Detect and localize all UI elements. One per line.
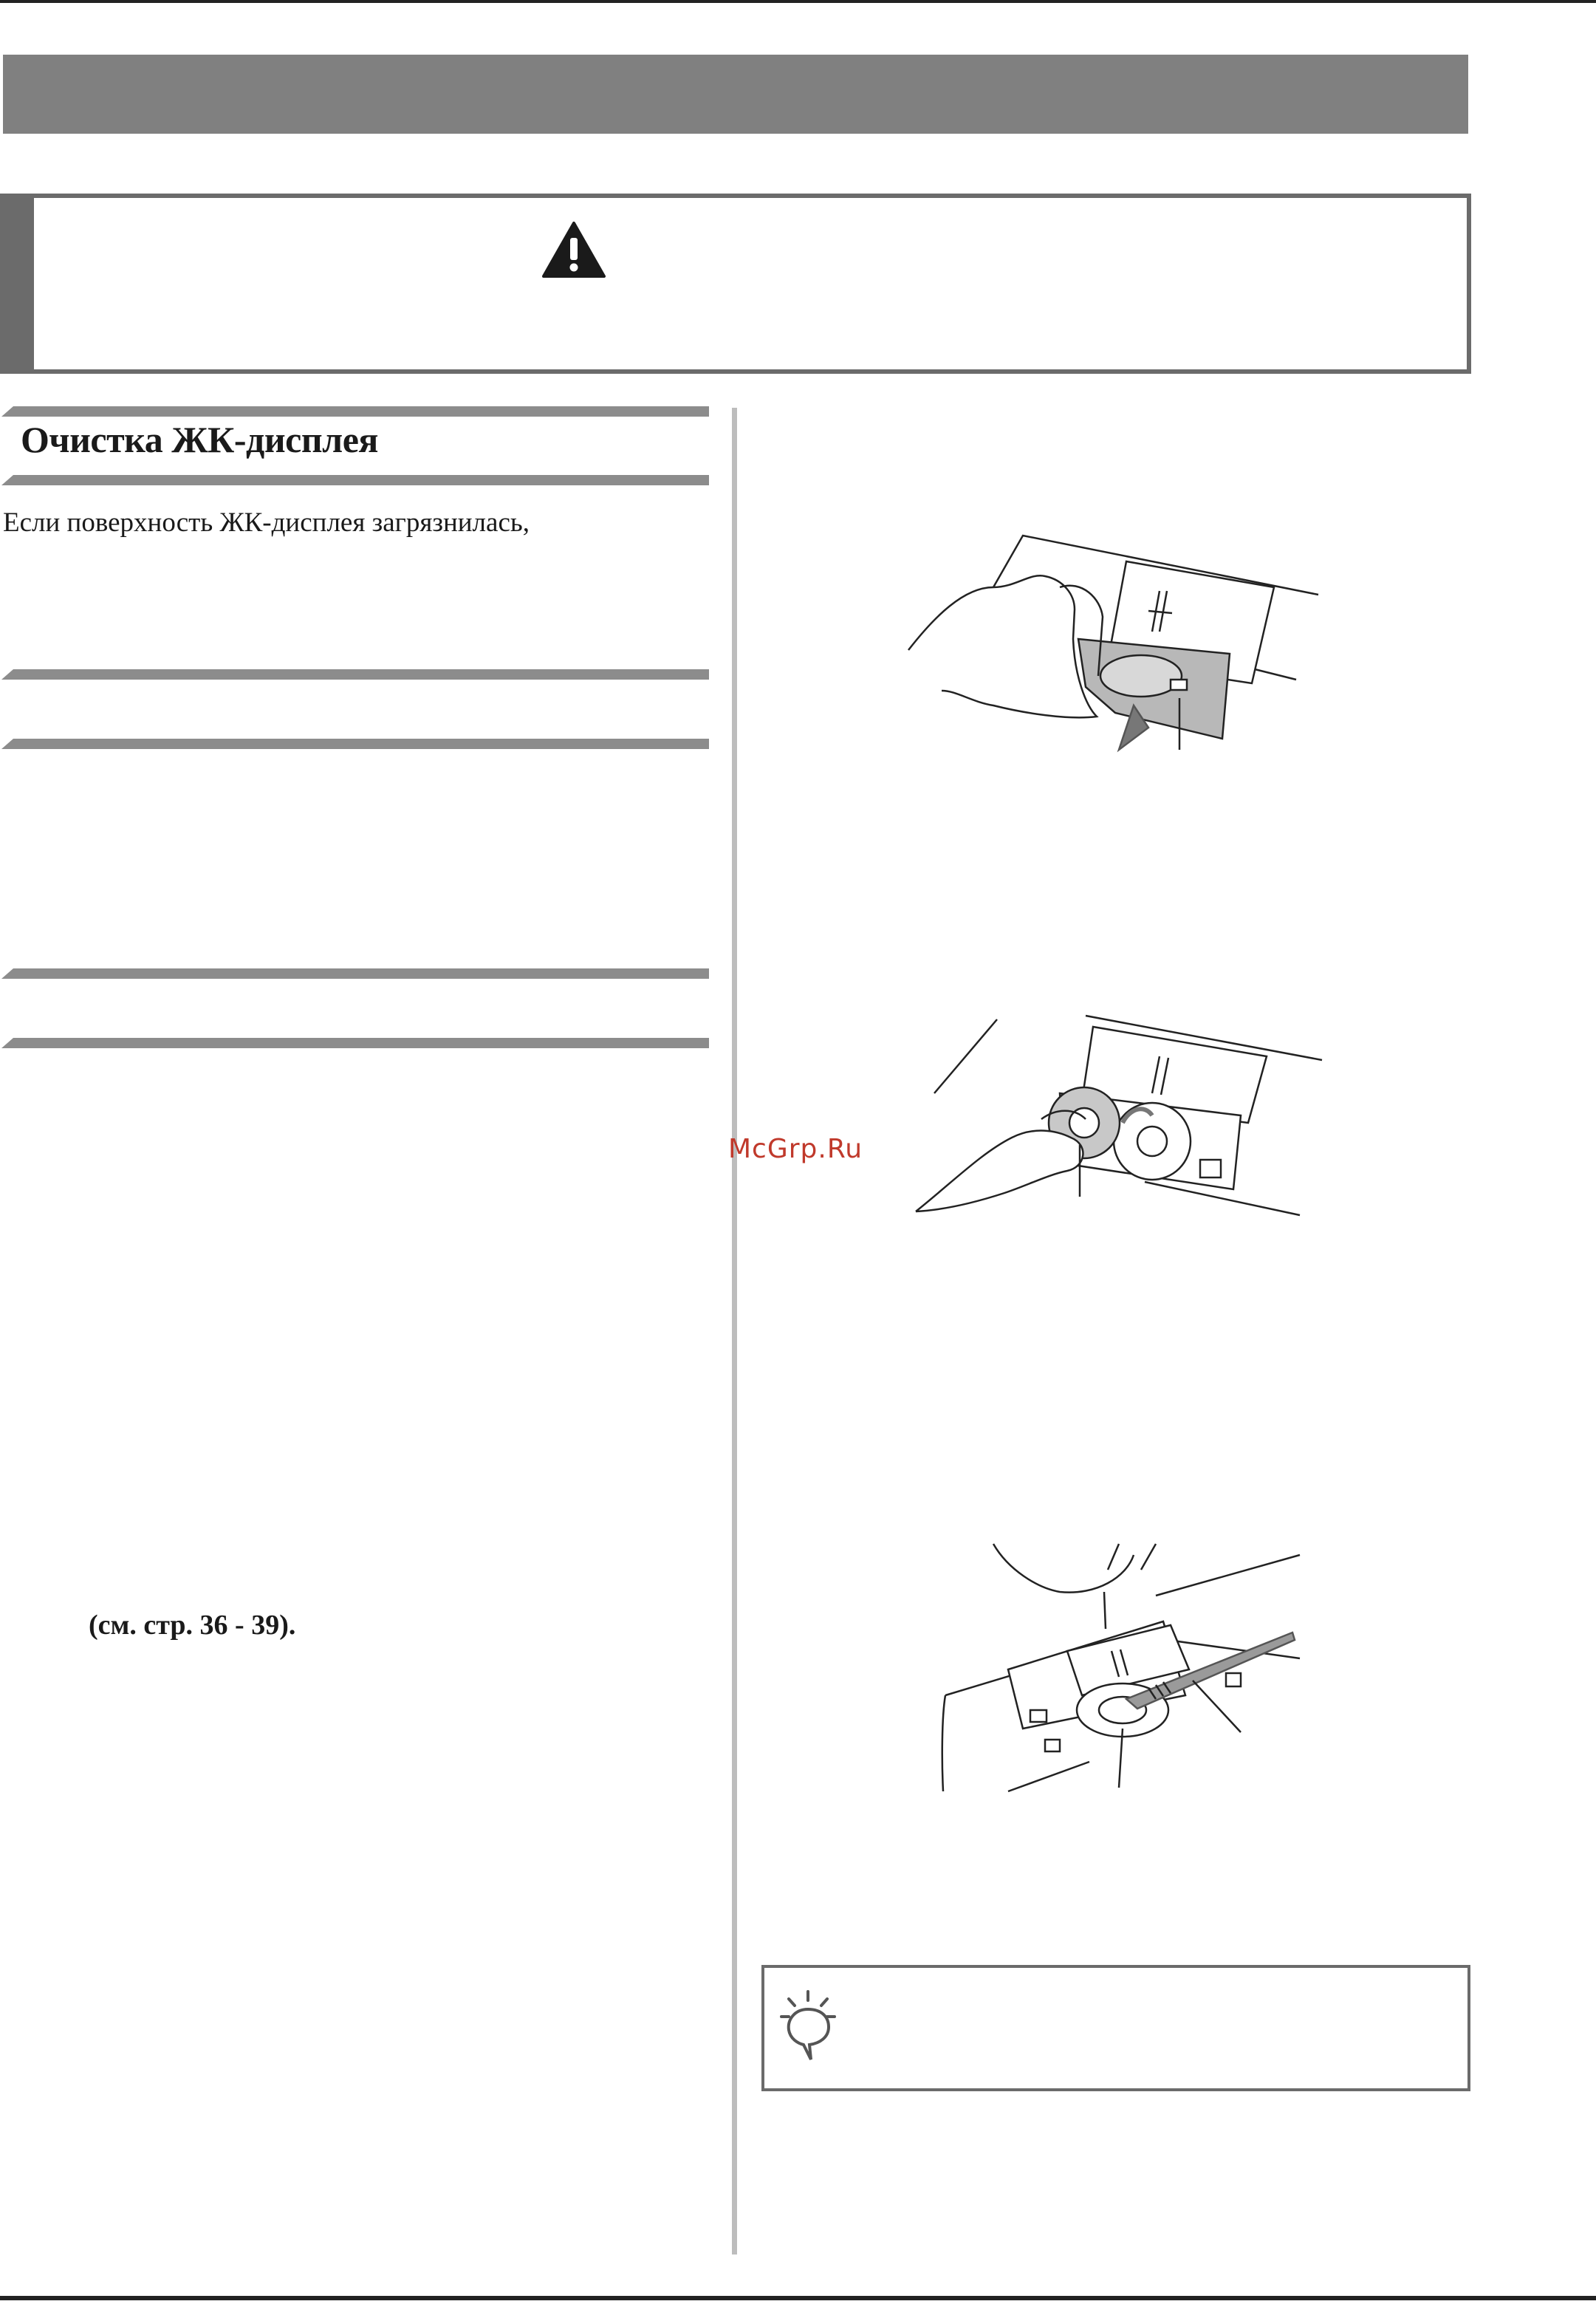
subsection-bar-3: [1, 968, 709, 979]
figure-remove-cover: [905, 528, 1326, 765]
page-reference: (см. стр. 36 - 39).: [89, 1610, 296, 1641]
subsection-bar-2: [1, 739, 709, 749]
section-title: Очистка ЖК-дисплея: [21, 419, 378, 460]
section-bar-top: [1, 406, 709, 417]
section-bar-bottom: [1, 475, 709, 485]
figure-remove-bobbin-case: [908, 1012, 1329, 1234]
column-divider: [732, 408, 737, 2255]
subsection-bar-4: [1, 1038, 709, 1048]
bottom-rule: [0, 2296, 1596, 2300]
figure-clean-with-brush: [934, 1540, 1318, 1795]
top-rule: [0, 0, 1596, 3]
warning-triangle-icon: [542, 222, 606, 278]
lightbulb-memo-icon: [778, 1989, 840, 2062]
note-box: [761, 1965, 1470, 2091]
section-intro-text: Если поверхность ЖК-дисплея загрязнилась,: [3, 507, 530, 538]
subsection-bar-1: [1, 669, 709, 680]
chapter-title-bar: [3, 55, 1468, 134]
watermark: McGrp.Ru: [728, 1134, 863, 1164]
caution-box: [0, 194, 1471, 374]
